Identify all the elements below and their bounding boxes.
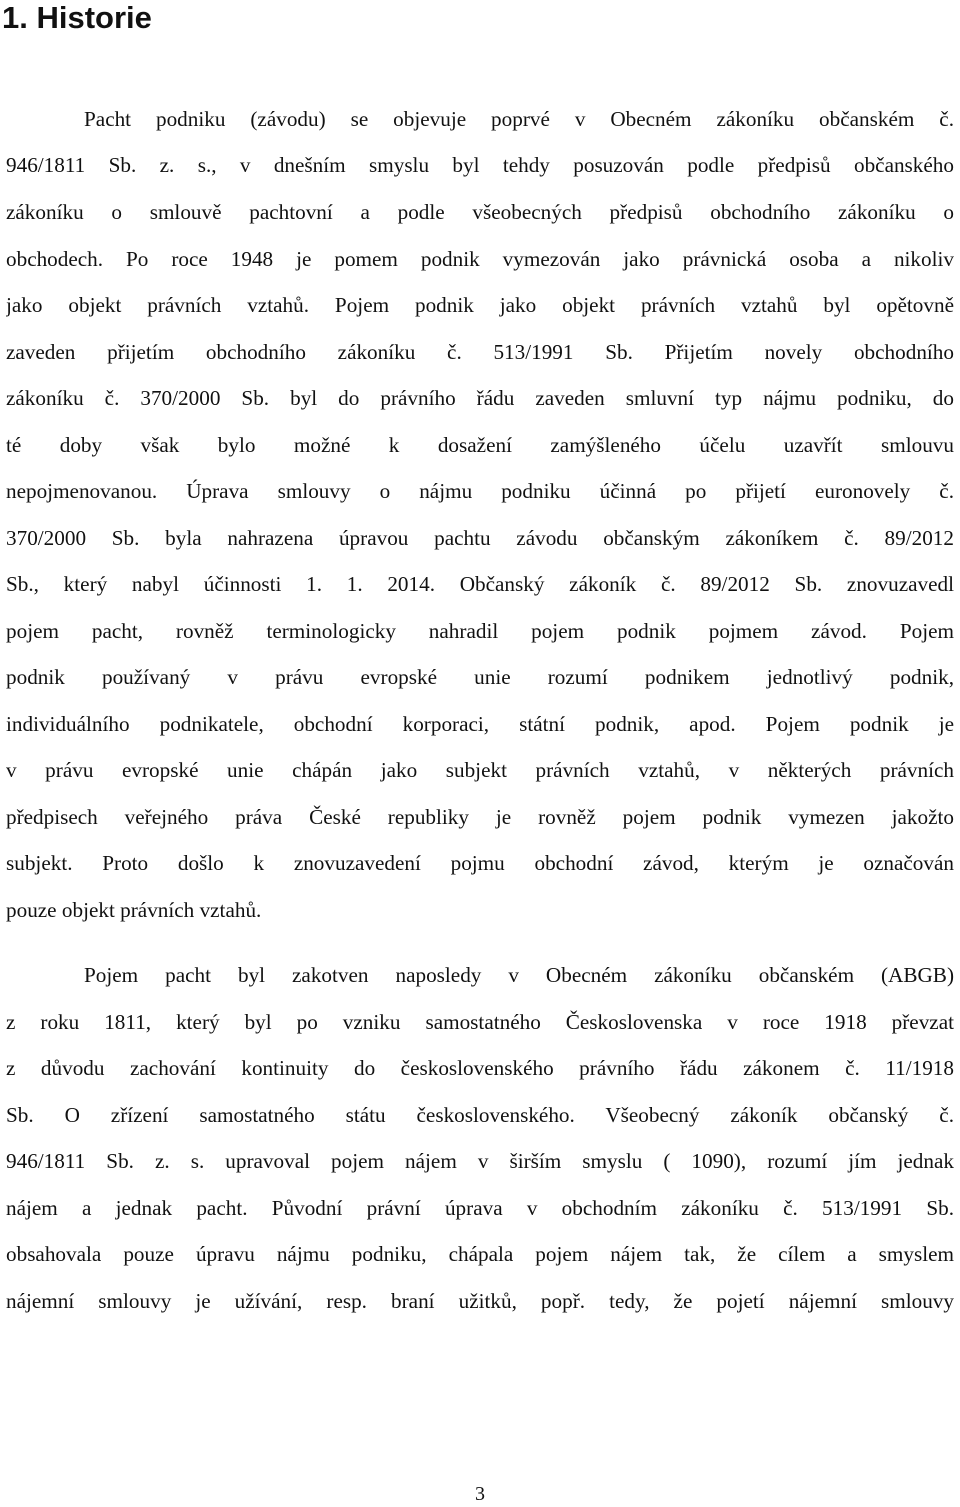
text-line: nájemní smlouvy je užívání, resp. braní užitků, popř. tedy, že pojetí nájemní smlouvy xyxy=(6,1289,954,1313)
text-line: nájem a jednak pacht. Původní právní úprava v obchodním zákoníku č. 513/1991 Sb. xyxy=(6,1196,954,1220)
text-line: Sb. O zřízení samostatného státu československého. Všeobecný zákoník občanský č. xyxy=(6,1103,954,1127)
text-line: předpisech veřejného práva České republiky je rovněž pojem podnik vymezen jakožto xyxy=(6,805,954,829)
text-line: té doby však bylo možné k dosažení zamýšleného účelu uzavřít smlouvu xyxy=(6,433,954,457)
text-line: zaveden přijetím obchodního zákoníku č. 513/1991 Sb. Přijetím novely obchodního xyxy=(6,340,954,364)
text-line: Sb., který nabyl účinnosti 1. 1. 2014. Občanský zákoník č. 89/2012 Sb. znovuzavedl xyxy=(6,572,954,596)
text-line: z roku 1811, který byl po vzniku samostatného Československa v roce 1918 převzat xyxy=(6,1010,954,1034)
page-number: 3 xyxy=(475,1483,485,1505)
text-line: pojem pacht, rovněž terminologicky nahradil pojem podnik pojmem závod. Pojem xyxy=(6,619,954,643)
text-line: Pojem pacht byl zakotven naposledy v Obecném zákoníku občanském (ABGB) xyxy=(84,963,954,987)
text-line: nepojmenovanou. Úprava smlouvy o nájmu podniku účinná po přijetí euronovely č. xyxy=(6,479,954,503)
text-line: individuálního podnikatele, obchodní korporaci, státní podnik, apod. Pojem podnik je xyxy=(6,712,954,736)
text-line: obchodech. Po roce 1948 je pomem podnik vymezován jako právnická osoba a nikoliv xyxy=(6,247,954,271)
text-line: v právu evropské unie chápán jako subjekt právních vztahů, v některých právních xyxy=(6,758,954,782)
text-line: pouze objekt právních vztahů. xyxy=(6,898,262,922)
section-heading: 1. Historie xyxy=(2,0,152,35)
text-line: z důvodu zachování kontinuity do československého právního řádu zákonem č. 11/1918 xyxy=(6,1056,954,1080)
text-line: podnik používaný v právu evropské unie rozumí podnikem jednotlivý podnik, xyxy=(6,665,954,689)
text-line: 946/1811 Sb. z. s. upravoval pojem nájem v širším smyslu ( 1090), rozumí jím jednak xyxy=(6,1149,954,1173)
text-line: zákoníku o smlouvě pachtovní a podle všeobecných předpisů obchodního zákoníku o xyxy=(6,200,954,224)
text-line: Pacht podniku (závodu) se objevuje poprvé v Obecném zákoníku občanském č. xyxy=(84,107,954,131)
text-line: obsahovala pouze úpravu nájmu podniku, chápala pojem nájem tak, že cílem a smyslem xyxy=(6,1242,954,1266)
text-line: 946/1811 Sb. z. s., v dnešním smyslu byl tehdy posuzován podle předpisů občanského xyxy=(6,153,954,177)
text-line: subjekt. Proto došlo k znovuzavedení pojmu obchodní závod, kterým je označován xyxy=(6,851,954,875)
text-line: zákoníku č. 370/2000 Sb. byl do právního řádu zaveden smluvní typ nájmu podniku, do xyxy=(6,386,954,410)
text-line: 370/2000 Sb. byla nahrazena úpravou pachtu závodu občanským zákoníkem č. 89/2012 xyxy=(6,526,954,550)
text-line: jako objekt právních vztahů. Pojem podnik jako objekt právních vztahů byl opětovně xyxy=(6,293,954,317)
